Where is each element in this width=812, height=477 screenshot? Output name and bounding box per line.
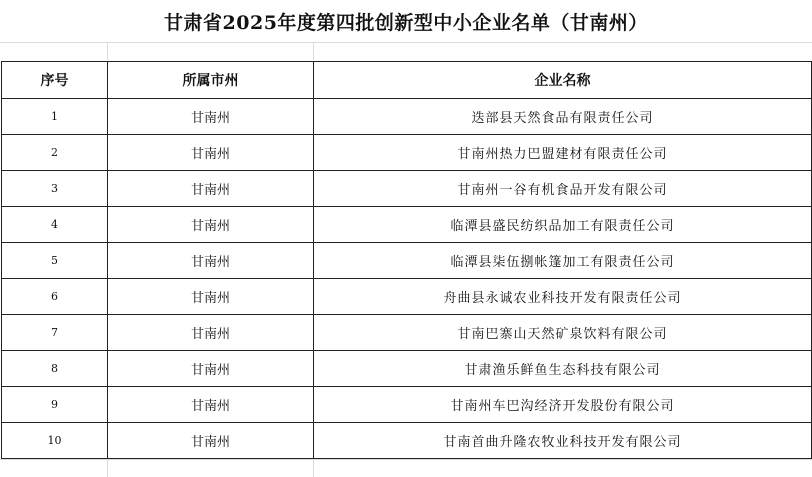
table-row <box>2 99 812 135</box>
row-index-cell: 2 <box>2 135 108 171</box>
row-company-cell: 甘南巴寨山天然矿泉饮料有限公司 <box>314 315 812 351</box>
row-company-cell: 舟曲县永诚农业科技开发有限责任公司 <box>314 279 812 315</box>
row-city-cell: 甘南州 <box>108 243 314 279</box>
row-index-cell: 3 <box>2 171 108 207</box>
row-index-cell: 6 <box>2 279 108 315</box>
header-city: 所属市州 <box>108 62 314 99</box>
row-company-cell: 甘南州热力巴盟建材有限责任公司 <box>314 135 812 171</box>
row-index-cell: 10 <box>2 423 108 459</box>
table-row <box>2 135 812 171</box>
table-header-row <box>2 62 812 99</box>
row-city-cell: 甘南州 <box>108 387 314 423</box>
header-index: 序号 <box>2 62 108 99</box>
row-index-cell: 7 <box>2 315 108 351</box>
table-row <box>2 171 812 207</box>
table-row <box>2 279 812 315</box>
row-city-cell: 甘南州 <box>108 423 314 459</box>
row-city-cell: 甘南州 <box>108 279 314 315</box>
row-company-cell: 甘南州一谷有机食品开发有限公司 <box>314 171 812 207</box>
grid-spacer-top <box>0 42 812 60</box>
row-city-cell: 甘南州 <box>108 99 314 135</box>
table-row <box>2 423 812 459</box>
row-company-cell: 临潭县盛民纺织品加工有限责任公司 <box>314 207 812 243</box>
row-index-cell: 8 <box>2 351 108 387</box>
row-company-cell: 甘南首曲升隆农牧业科技开发有限公司 <box>314 423 812 459</box>
header-company: 企业名称 <box>314 62 812 99</box>
table-row <box>2 207 812 243</box>
row-city-cell: 甘南州 <box>108 315 314 351</box>
grid-spacer-bottom <box>0 459 812 477</box>
table-row <box>2 243 812 279</box>
row-index-cell: 5 <box>2 243 108 279</box>
row-company-cell: 甘南州车巴沟经济开发股份有限公司 <box>314 387 812 423</box>
row-index-cell: 4 <box>2 207 108 243</box>
row-index-cell: 1 <box>2 99 108 135</box>
table-row <box>2 315 812 351</box>
row-city-cell: 甘南州 <box>108 171 314 207</box>
row-company-cell: 临潭县柒伍捌帐篷加工有限责任公司 <box>314 243 812 279</box>
company-table <box>1 61 812 459</box>
row-city-cell: 甘南州 <box>108 351 314 387</box>
table-row <box>2 351 812 387</box>
row-company-cell: 甘肃渔乐鲜鱼生态科技有限公司 <box>314 351 812 387</box>
row-city-cell: 甘南州 <box>108 207 314 243</box>
row-index-cell: 9 <box>2 387 108 423</box>
row-company-cell: 迭部县天然食品有限责任公司 <box>314 99 812 135</box>
row-city-cell: 甘南州 <box>108 135 314 171</box>
table-row <box>2 387 812 423</box>
page-title: 甘肃省2025年度第四批创新型中小企业名单（甘南州） <box>164 11 648 34</box>
